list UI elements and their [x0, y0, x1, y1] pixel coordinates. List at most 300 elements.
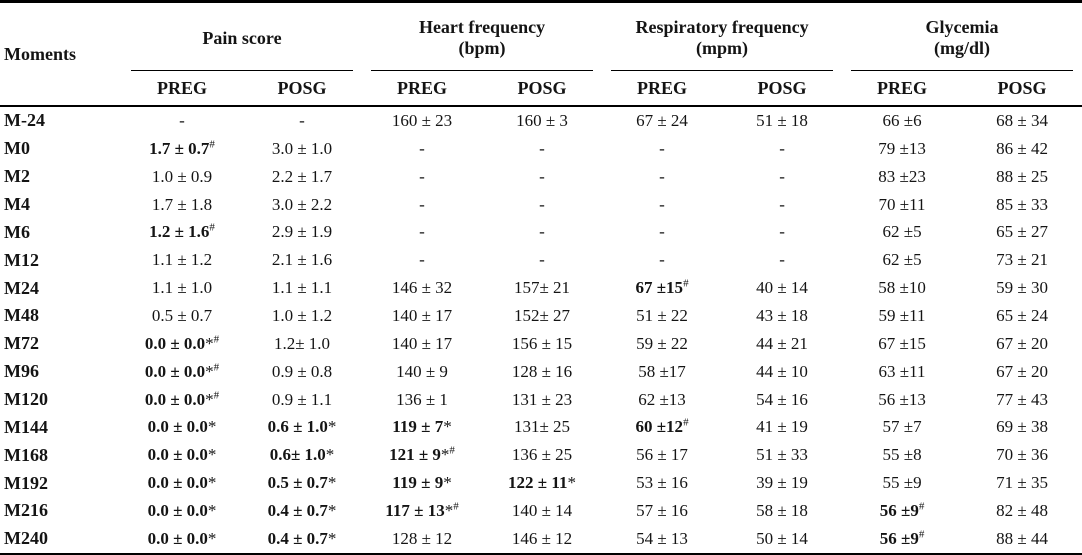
table-cell	[842, 191, 962, 219]
cell-value: 1.2 ± 1.6	[149, 222, 210, 242]
cell-value: 140 ± 17	[391, 305, 453, 325]
table-cell	[962, 191, 1082, 219]
table-cell	[362, 469, 482, 497]
table-cell	[482, 246, 602, 274]
cell-value: 0.0 ± 0.0	[144, 361, 206, 381]
cell-value: 56 ± 17	[636, 445, 688, 465]
cell-value: 39 ± 19	[756, 473, 808, 493]
table-cell	[122, 386, 242, 414]
cell-value: 44 ± 10	[756, 361, 808, 381]
table-cell	[122, 441, 242, 469]
cell-value: 0.4 ± 0.7	[267, 500, 328, 520]
table-cell	[482, 441, 602, 469]
row-moment: M192	[4, 472, 48, 493]
table-cell	[842, 135, 962, 163]
table-cell	[602, 441, 722, 469]
table-cell	[362, 525, 482, 554]
table-cell	[602, 330, 722, 358]
significance-star-marker: *	[205, 389, 214, 409]
cell-value: 43 ± 18	[756, 305, 808, 325]
cell-value: 0.9 ± 0.8	[271, 361, 333, 381]
table-cell	[362, 135, 482, 163]
cell-value: 117 ± 13	[385, 500, 445, 520]
cell-value: 51 ± 33	[756, 445, 808, 465]
table-cell	[962, 525, 1082, 554]
table-cell	[602, 302, 722, 330]
table-cell	[362, 441, 482, 469]
table-row	[0, 525, 1082, 554]
table-cell	[482, 302, 602, 330]
table-cell	[602, 525, 722, 554]
table-cell	[122, 469, 242, 497]
significance-star-marker: *	[325, 445, 335, 465]
table-cell	[722, 218, 842, 246]
table-cell	[962, 497, 1082, 525]
cell-value: 58 ± 18	[756, 500, 808, 520]
cell-value: 128 ± 16	[511, 361, 573, 381]
cell-value: 59 ± 22	[636, 333, 688, 353]
cell-value: 51 ± 18	[756, 110, 808, 130]
cell-value: -	[539, 138, 545, 158]
cell-value: -	[419, 250, 425, 270]
table-cell	[722, 413, 842, 441]
table-cell	[842, 441, 962, 469]
table-cell	[362, 106, 482, 135]
significance-star-marker: *	[440, 445, 450, 465]
significance-hash-marker: #	[453, 500, 459, 513]
cell-value: -	[419, 138, 425, 158]
table-cell	[362, 413, 482, 441]
table-row	[0, 413, 1082, 441]
cell-value: 83 ±23	[878, 166, 926, 186]
cell-value: 0.4 ± 0.7	[267, 528, 328, 548]
table-cell	[842, 469, 962, 497]
significance-star-marker: *	[567, 473, 576, 493]
table-row	[0, 386, 1082, 414]
table-cell	[242, 106, 362, 135]
cell-value: 40 ± 14	[756, 278, 808, 298]
cell-value: 156 ± 15	[511, 333, 573, 353]
table-row	[0, 469, 1082, 497]
table-cell	[362, 191, 482, 219]
table-cell	[122, 218, 242, 246]
column-group-heart-frequency	[362, 2, 602, 72]
table-row	[0, 441, 1082, 469]
cell-value: 0.6 ± 1.0	[267, 417, 328, 437]
cell-value: 3.0 ± 1.0	[271, 138, 333, 158]
table-cell	[482, 469, 602, 497]
table-cell	[602, 386, 722, 414]
cell-value: 146 ± 12	[511, 528, 573, 548]
cell-value: 0.6± 1.0	[269, 445, 326, 465]
group-underline-box	[851, 9, 1073, 71]
group-label-glycemia: Glycemia	[925, 17, 999, 38]
table-cell	[602, 274, 722, 302]
table-cell	[842, 497, 962, 525]
cell-value: 88 ± 25	[996, 166, 1048, 186]
significance-hash-marker: #	[683, 277, 689, 290]
table-cell	[362, 497, 482, 525]
table-cell	[482, 191, 602, 219]
table-cell	[962, 246, 1082, 274]
cell-value: 57 ± 16	[636, 500, 688, 520]
significance-star-marker: *	[327, 528, 337, 548]
row-moment: M4	[4, 194, 30, 215]
row-moment: M-24	[4, 110, 45, 131]
cell-value: 58 ±10	[878, 278, 926, 298]
cell-value: 54 ± 16	[756, 389, 808, 409]
cell-value: 66 ±6	[882, 110, 922, 130]
table-cell	[962, 218, 1082, 246]
table-cell	[122, 497, 242, 525]
column-group-glycemia	[842, 2, 1082, 72]
cell-value: -	[779, 222, 785, 242]
significance-hash-marker: #	[683, 416, 689, 429]
subheader-pain-posg: POSG	[242, 71, 362, 106]
cell-value: 0.5 ± 0.7	[267, 473, 328, 493]
table-cell	[242, 274, 362, 302]
table-cell	[722, 246, 842, 274]
cell-value: 0.5 ± 0.7	[151, 305, 213, 325]
table-cell	[482, 135, 602, 163]
table-row	[0, 218, 1082, 246]
table-cell	[602, 246, 722, 274]
group-underline-box	[131, 9, 353, 71]
cell-value: -	[659, 250, 665, 270]
cell-value: 65 ± 27	[996, 222, 1048, 242]
table-cell	[122, 106, 242, 135]
cell-value: 44 ± 21	[756, 333, 808, 353]
cell-value: 54 ± 13	[636, 528, 688, 548]
table-cell	[482, 163, 602, 191]
cell-value: 121 ± 9	[389, 445, 441, 465]
table-cell	[722, 358, 842, 386]
cell-value: -	[779, 250, 785, 270]
table-cell	[122, 413, 242, 441]
table-cell	[842, 386, 962, 414]
row-moment: M2	[4, 166, 30, 187]
cell-value: 2.1 ± 1.6	[271, 250, 333, 270]
table-cell	[482, 497, 602, 525]
cell-value: 1.2± 1.0	[273, 333, 331, 353]
table-cell	[362, 302, 482, 330]
cell-value: 56 ±13	[878, 389, 926, 409]
cell-value: 157± 21	[513, 278, 571, 298]
cell-value: 1.0 ± 0.9	[151, 166, 213, 186]
cell-value: 59 ± 30	[996, 278, 1048, 298]
group-label-heart-frequency: Heart frequency	[418, 17, 546, 38]
significance-star-marker: *	[327, 473, 337, 493]
cell-value: 85 ± 33	[996, 194, 1048, 214]
table-cell	[362, 330, 482, 358]
cell-value: 51 ± 22	[636, 305, 688, 325]
table-body	[0, 106, 1082, 554]
cell-value: 140 ± 17	[391, 333, 453, 353]
table-cell	[482, 358, 602, 386]
table-row	[0, 358, 1082, 386]
table-cell	[242, 469, 362, 497]
group-label-respiratory-frequency: Respiratory frequency	[635, 17, 809, 38]
cell-value: -	[419, 194, 425, 214]
table-cell	[722, 163, 842, 191]
table-cell	[722, 497, 842, 525]
table-row	[0, 106, 1082, 135]
table-cell	[242, 218, 362, 246]
table-cell	[842, 106, 962, 135]
table-cell	[482, 386, 602, 414]
table-cell	[722, 330, 842, 358]
cell-value: 68 ± 34	[996, 110, 1048, 130]
significance-hash-marker: #	[918, 528, 925, 541]
cell-value: 0.0 ± 0.0	[147, 500, 208, 520]
subheader-glycemia-posg: POSG	[962, 71, 1082, 106]
table-cell	[842, 218, 962, 246]
table-cell	[242, 413, 362, 441]
table-cell	[722, 441, 842, 469]
significance-star-marker: *	[207, 417, 217, 437]
table-cell	[962, 386, 1082, 414]
cell-value: 53 ± 16	[636, 473, 688, 493]
table-cell	[962, 106, 1082, 135]
table-cell	[962, 441, 1082, 469]
group-unit-glycemia: (mg/dl)	[934, 38, 991, 58]
table-cell	[242, 358, 362, 386]
table-row	[0, 274, 1082, 302]
cell-value: 0.0 ± 0.0	[147, 417, 208, 437]
subheader-respiratory-preg: PREG	[602, 71, 722, 106]
row-moment: M216	[4, 500, 48, 521]
cell-value: -	[539, 194, 545, 214]
table-cell	[362, 386, 482, 414]
table-row	[0, 163, 1082, 191]
cell-value: 56 ±9	[879, 500, 919, 520]
subheader-row	[0, 71, 1082, 106]
cell-value: 79 ±13	[878, 138, 926, 158]
cell-value: -	[779, 166, 785, 186]
significance-star-marker: *	[207, 528, 217, 548]
cell-value: 1.1 ± 1.2	[151, 250, 213, 270]
cell-value: 67 ± 24	[636, 110, 688, 130]
cell-value: 136 ± 25	[511, 445, 573, 465]
subheader-respiratory-posg: POSG	[722, 71, 842, 106]
significance-star-marker: *	[205, 361, 214, 381]
table-cell	[602, 218, 722, 246]
cell-value: -	[419, 222, 425, 242]
cell-value: 160 ± 23	[391, 110, 453, 130]
table-cell	[962, 274, 1082, 302]
significance-hash-marker: #	[449, 444, 455, 457]
cell-value: -	[659, 138, 665, 158]
table-cell	[962, 469, 1082, 497]
table-cell	[242, 191, 362, 219]
row-moment: M120	[4, 389, 48, 410]
row-moment: M240	[4, 528, 48, 549]
table-cell	[962, 163, 1082, 191]
table-header	[0, 2, 1082, 107]
table-cell	[722, 106, 842, 135]
cell-value: 0.9 ± 1.1	[271, 389, 333, 409]
table-cell	[722, 274, 842, 302]
table-cell	[242, 441, 362, 469]
table-cell	[722, 191, 842, 219]
table-cell	[242, 386, 362, 414]
cell-value: 0.0 ± 0.0	[147, 473, 208, 493]
significance-hash-marker: #	[209, 138, 215, 151]
cell-value: 67 ± 20	[996, 333, 1048, 353]
table-cell	[362, 274, 482, 302]
cell-value: 59 ±11	[878, 305, 926, 325]
cell-value: -	[779, 194, 785, 214]
table-cell	[242, 246, 362, 274]
table-cell	[242, 330, 362, 358]
cell-value: 82 ± 48	[996, 500, 1048, 520]
table-cell	[122, 191, 242, 219]
cell-value: 152± 27	[513, 305, 571, 325]
table-cell	[842, 302, 962, 330]
table-cell	[482, 274, 602, 302]
cell-value: 67 ±15	[635, 278, 684, 298]
table-cell	[122, 358, 242, 386]
table-cell	[242, 135, 362, 163]
table-cell	[962, 330, 1082, 358]
cell-value: 69 ± 38	[996, 417, 1048, 437]
cell-value: 67 ± 20	[996, 361, 1048, 381]
cell-value: 131 ± 23	[511, 389, 573, 409]
row-moment: M168	[4, 444, 48, 465]
row-moment: M24	[4, 277, 39, 298]
row-moment: M0	[4, 138, 30, 159]
subheader-heart-preg: PREG	[362, 71, 482, 106]
table-cell	[842, 525, 962, 554]
cell-value: -	[539, 250, 545, 270]
cell-value: 1.7 ± 1.8	[151, 194, 213, 214]
table-cell	[122, 302, 242, 330]
row-moment: M72	[4, 333, 39, 354]
table-cell	[122, 163, 242, 191]
cell-value: 2.2 ± 1.7	[271, 166, 333, 186]
table-cell	[962, 135, 1082, 163]
table-cell	[362, 358, 482, 386]
table-cell	[482, 330, 602, 358]
cell-value: 63 ±11	[878, 361, 926, 381]
row-moment: M48	[4, 305, 39, 326]
table-row	[0, 330, 1082, 358]
column-group-pain-score	[122, 2, 362, 72]
cell-value: 128 ± 12	[391, 528, 453, 548]
table-cell	[602, 497, 722, 525]
table-cell	[122, 246, 242, 274]
significance-hash-marker: #	[213, 333, 220, 346]
cell-value: 146 ± 32	[391, 278, 453, 298]
column-group-respiratory-frequency	[602, 2, 842, 72]
group-underline-box	[611, 9, 833, 71]
cell-value: 1.7 ± 0.7	[149, 138, 210, 158]
cell-value: 57 ±7	[882, 417, 922, 437]
cell-value: 60 ±12	[635, 417, 684, 437]
significance-hash-marker: #	[209, 221, 215, 234]
cell-value: -	[419, 166, 425, 186]
table-cell	[722, 302, 842, 330]
significance-star-marker: *	[327, 417, 337, 437]
table-cell	[962, 302, 1082, 330]
significance-star-marker: *	[444, 500, 454, 520]
significance-hash-marker: #	[213, 361, 220, 374]
cell-value: 62 ±5	[882, 250, 922, 270]
group-underline-box	[371, 9, 593, 71]
table-cell	[722, 386, 842, 414]
cell-value: 140 ± 14	[511, 500, 573, 520]
table-cell	[722, 469, 842, 497]
cell-value: 56 ±9	[879, 528, 919, 548]
group-unit-heart-frequency: (bpm)	[458, 38, 506, 58]
table-cell	[362, 163, 482, 191]
cell-value: 2.9 ± 1.9	[271, 222, 333, 242]
cell-value: 70 ±11	[878, 194, 926, 214]
significance-star-marker: *	[327, 500, 337, 520]
cell-value: 0.0 ± 0.0	[144, 389, 206, 409]
cell-value: 62 ±13	[638, 389, 686, 409]
table-cell	[602, 163, 722, 191]
row-moment: M6	[4, 221, 30, 242]
table-cell	[842, 413, 962, 441]
cell-value: 65 ± 24	[996, 305, 1048, 325]
cell-value: 58 ±17	[638, 361, 686, 381]
table-cell	[122, 330, 242, 358]
cell-value: 41 ± 19	[756, 417, 808, 437]
cell-value: -	[779, 138, 785, 158]
cell-value: 119 ± 7	[392, 417, 444, 437]
cell-value: 0.0 ± 0.0	[147, 445, 208, 465]
cell-value: 1.1 ± 1.1	[271, 278, 333, 298]
table-cell	[602, 135, 722, 163]
table-row	[0, 497, 1082, 525]
table-cell	[602, 358, 722, 386]
subheader-heart-posg: POSG	[482, 71, 602, 106]
table-cell	[722, 135, 842, 163]
cell-value: 1.1 ± 1.0	[151, 278, 213, 298]
column-header-moments: Moments	[0, 2, 122, 107]
significance-star-marker: *	[443, 473, 452, 493]
table-cell	[242, 525, 362, 554]
cell-value: -	[539, 166, 545, 186]
cell-value: 140 ± 9	[396, 361, 448, 381]
cell-value: 55 ±9	[882, 473, 922, 493]
cell-value: 1.0 ± 1.2	[271, 305, 333, 325]
table-cell	[842, 246, 962, 274]
significance-star-marker: *	[443, 417, 452, 437]
cell-value: -	[539, 222, 545, 242]
cell-value: 119 ± 9	[392, 473, 444, 493]
table-cell	[842, 163, 962, 191]
table-cell	[602, 191, 722, 219]
table-cell	[602, 413, 722, 441]
table-row	[0, 302, 1082, 330]
table-cell	[482, 218, 602, 246]
cell-value: -	[299, 110, 305, 130]
subheader-glycemia-preg: PREG	[842, 71, 962, 106]
table-cell	[482, 106, 602, 135]
table-cell	[842, 358, 962, 386]
cell-value: 3.0 ± 2.2	[271, 194, 333, 214]
table-row	[0, 135, 1082, 163]
cell-value: 50 ± 14	[756, 528, 808, 548]
table-row	[0, 246, 1082, 274]
cell-value: 55 ±8	[882, 445, 922, 465]
cell-value: 131± 25	[513, 417, 571, 437]
table-cell	[482, 413, 602, 441]
cell-value: 77 ± 43	[996, 389, 1048, 409]
cell-value: 0.0 ± 0.0	[144, 333, 206, 353]
